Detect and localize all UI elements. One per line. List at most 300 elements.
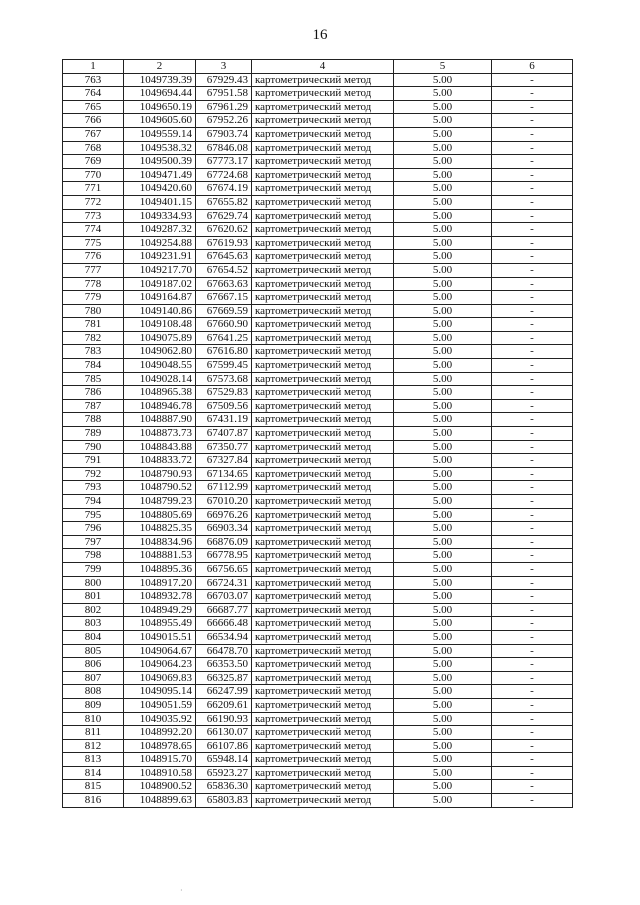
table-row: [63, 562, 573, 576]
point-number-cell: 806: [63, 658, 124, 672]
note-cell: -: [492, 576, 573, 590]
x-coordinate-cell: 1049471.49: [124, 168, 196, 182]
x-coordinate-cell: 1049140.86: [124, 304, 196, 318]
y-coordinate-cell: 66756.65: [196, 562, 252, 576]
accuracy-cell: 5.00: [394, 481, 492, 495]
note-cell: -: [492, 331, 573, 345]
point-number-cell: 812: [63, 739, 124, 753]
header-col-3: 3: [196, 60, 252, 74]
accuracy-cell: 5.00: [394, 739, 492, 753]
table-row: [63, 712, 573, 726]
accuracy-cell: 5.00: [394, 427, 492, 441]
y-coordinate-cell: 67616.80: [196, 345, 252, 359]
method-cell: картометрический метод: [252, 617, 394, 631]
method-cell: картометрический метод: [252, 481, 394, 495]
method-cell: картометрический метод: [252, 671, 394, 685]
table-row: [63, 182, 573, 196]
x-coordinate-cell: 1049051.59: [124, 698, 196, 712]
x-coordinate-cell: 1048799.23: [124, 495, 196, 509]
method-cell: картометрический метод: [252, 236, 394, 250]
table-row: [63, 304, 573, 318]
table-row: [63, 277, 573, 291]
x-coordinate-cell: 1048932.78: [124, 590, 196, 604]
note-cell: -: [492, 454, 573, 468]
accuracy-cell: 5.00: [394, 794, 492, 808]
note-cell: -: [492, 127, 573, 141]
point-number-cell: 783: [63, 345, 124, 359]
note-cell: -: [492, 87, 573, 101]
method-cell: картометрический метод: [252, 304, 394, 318]
table-row: [63, 250, 573, 264]
point-number-cell: 775: [63, 236, 124, 250]
note-cell: -: [492, 427, 573, 441]
note-cell: -: [492, 73, 573, 87]
x-coordinate-cell: 1048917.20: [124, 576, 196, 590]
note-cell: -: [492, 195, 573, 209]
note-cell: -: [492, 263, 573, 277]
method-cell: картометрический метод: [252, 413, 394, 427]
method-cell: картометрический метод: [252, 726, 394, 740]
y-coordinate-cell: 66687.77: [196, 603, 252, 617]
method-cell: картометрический метод: [252, 685, 394, 699]
accuracy-cell: 5.00: [394, 386, 492, 400]
note-cell: -: [492, 644, 573, 658]
scan-speck: ·: [180, 886, 183, 895]
point-number-cell: 791: [63, 454, 124, 468]
point-number-cell: 776: [63, 250, 124, 264]
method-cell: картометрический метод: [252, 250, 394, 264]
point-number-cell: 781: [63, 318, 124, 332]
method-cell: картометрический метод: [252, 399, 394, 413]
x-coordinate-cell: 1049064.67: [124, 644, 196, 658]
method-cell: картометрический метод: [252, 372, 394, 386]
table-row: [63, 127, 573, 141]
table-row: [63, 644, 573, 658]
point-number-cell: 808: [63, 685, 124, 699]
accuracy-cell: 5.00: [394, 331, 492, 345]
accuracy-cell: 5.00: [394, 753, 492, 767]
table-row: [63, 209, 573, 223]
table-row: [63, 87, 573, 101]
point-number-cell: 789: [63, 427, 124, 441]
x-coordinate-cell: 1049062.80: [124, 345, 196, 359]
note-cell: -: [492, 671, 573, 685]
note-cell: -: [492, 318, 573, 332]
accuracy-cell: 5.00: [394, 535, 492, 549]
note-cell: -: [492, 359, 573, 373]
method-cell: картометрический метод: [252, 168, 394, 182]
accuracy-cell: 5.00: [394, 590, 492, 604]
x-coordinate-cell: 1049217.70: [124, 263, 196, 277]
table-row: [63, 195, 573, 209]
table-row: [63, 590, 573, 604]
table-row: [63, 141, 573, 155]
x-coordinate-cell: 1049035.92: [124, 712, 196, 726]
x-coordinate-cell: 1048887.90: [124, 413, 196, 427]
table-row: [63, 780, 573, 794]
point-number-cell: 809: [63, 698, 124, 712]
note-cell: -: [492, 603, 573, 617]
table-row: [63, 413, 573, 427]
table-row: [63, 168, 573, 182]
note-cell: -: [492, 291, 573, 305]
note-cell: -: [492, 100, 573, 114]
accuracy-cell: 5.00: [394, 372, 492, 386]
method-cell: картометрический метод: [252, 590, 394, 604]
method-cell: картометрический метод: [252, 345, 394, 359]
table-row: [63, 739, 573, 753]
note-cell: -: [492, 250, 573, 264]
note-cell: -: [492, 794, 573, 808]
note-cell: -: [492, 698, 573, 712]
y-coordinate-cell: 67573.68: [196, 372, 252, 386]
y-coordinate-cell: 67655.82: [196, 195, 252, 209]
x-coordinate-cell: 1048946.78: [124, 399, 196, 413]
x-coordinate-cell: 1048825.35: [124, 522, 196, 536]
table-row: [63, 427, 573, 441]
note-cell: -: [492, 141, 573, 155]
note-cell: -: [492, 168, 573, 182]
table-row: [63, 794, 573, 808]
y-coordinate-cell: 67619.93: [196, 236, 252, 250]
method-cell: картометрический метод: [252, 73, 394, 87]
method-cell: картометрический метод: [252, 318, 394, 332]
y-coordinate-cell: 66325.87: [196, 671, 252, 685]
method-cell: картометрический метод: [252, 562, 394, 576]
y-coordinate-cell: 66666.48: [196, 617, 252, 631]
point-number-cell: 803: [63, 617, 124, 631]
y-coordinate-cell: 67599.45: [196, 359, 252, 373]
accuracy-cell: 5.00: [394, 359, 492, 373]
x-coordinate-cell: 1048895.36: [124, 562, 196, 576]
note-cell: -: [492, 386, 573, 400]
accuracy-cell: 5.00: [394, 236, 492, 250]
y-coordinate-cell: 67669.59: [196, 304, 252, 318]
y-coordinate-cell: 67929.43: [196, 73, 252, 87]
point-number-cell: 814: [63, 766, 124, 780]
table-header: [63, 60, 573, 74]
point-number-cell: 785: [63, 372, 124, 386]
accuracy-cell: 5.00: [394, 304, 492, 318]
y-coordinate-cell: 65803.83: [196, 794, 252, 808]
header-col-4: 4: [252, 60, 394, 74]
x-coordinate-cell: 1049538.32: [124, 141, 196, 155]
x-coordinate-cell: 1049559.14: [124, 127, 196, 141]
accuracy-cell: 5.00: [394, 250, 492, 264]
y-coordinate-cell: 67952.26: [196, 114, 252, 128]
accuracy-cell: 5.00: [394, 698, 492, 712]
accuracy-cell: 5.00: [394, 155, 492, 169]
method-cell: картометрический метод: [252, 114, 394, 128]
table-row: [63, 658, 573, 672]
x-coordinate-cell: 1049164.87: [124, 291, 196, 305]
y-coordinate-cell: 67641.25: [196, 331, 252, 345]
accuracy-cell: 5.00: [394, 467, 492, 481]
method-cell: картометрический метод: [252, 698, 394, 712]
y-coordinate-cell: 66903.34: [196, 522, 252, 536]
accuracy-cell: 5.00: [394, 263, 492, 277]
table-row: [63, 100, 573, 114]
note-cell: -: [492, 372, 573, 386]
note-cell: -: [492, 345, 573, 359]
note-cell: -: [492, 712, 573, 726]
method-cell: картометрический метод: [252, 780, 394, 794]
table-row: [63, 467, 573, 481]
point-number-cell: 798: [63, 549, 124, 563]
note-cell: -: [492, 481, 573, 495]
point-number-cell: 797: [63, 535, 124, 549]
note-cell: -: [492, 766, 573, 780]
x-coordinate-cell: 1048978.65: [124, 739, 196, 753]
x-coordinate-cell: 1049287.32: [124, 223, 196, 237]
method-cell: картометрический метод: [252, 141, 394, 155]
header-col-5: 5: [394, 60, 492, 74]
accuracy-cell: 5.00: [394, 576, 492, 590]
x-coordinate-cell: 1048965.38: [124, 386, 196, 400]
note-cell: -: [492, 495, 573, 509]
x-coordinate-cell: 1048955.49: [124, 617, 196, 631]
note-cell: -: [492, 590, 573, 604]
accuracy-cell: 5.00: [394, 73, 492, 87]
y-coordinate-cell: 67010.20: [196, 495, 252, 509]
point-number-cell: 810: [63, 712, 124, 726]
table-row: [63, 263, 573, 277]
y-coordinate-cell: 66534.94: [196, 630, 252, 644]
method-cell: картометрический метод: [252, 603, 394, 617]
point-number-cell: 792: [63, 467, 124, 481]
method-cell: картометрический метод: [252, 753, 394, 767]
table-row: [63, 440, 573, 454]
y-coordinate-cell: 67724.68: [196, 168, 252, 182]
y-coordinate-cell: 66778.95: [196, 549, 252, 563]
point-number-cell: 790: [63, 440, 124, 454]
point-number-cell: 787: [63, 399, 124, 413]
y-coordinate-cell: 67654.52: [196, 263, 252, 277]
point-number-cell: 807: [63, 671, 124, 685]
note-cell: -: [492, 155, 573, 169]
note-cell: -: [492, 630, 573, 644]
y-coordinate-cell: 65948.14: [196, 753, 252, 767]
method-cell: картометрический метод: [252, 576, 394, 590]
accuracy-cell: 5.00: [394, 168, 492, 182]
accuracy-cell: 5.00: [394, 318, 492, 332]
x-coordinate-cell: 1049254.88: [124, 236, 196, 250]
table-row: [63, 726, 573, 740]
note-cell: -: [492, 182, 573, 196]
point-number-cell: 784: [63, 359, 124, 373]
accuracy-cell: 5.00: [394, 685, 492, 699]
accuracy-cell: 5.00: [394, 100, 492, 114]
note-cell: -: [492, 209, 573, 223]
table-row: [63, 291, 573, 305]
x-coordinate-cell: 1049028.14: [124, 372, 196, 386]
x-coordinate-cell: 1048790.93: [124, 467, 196, 481]
y-coordinate-cell: 66724.31: [196, 576, 252, 590]
x-coordinate-cell: 1048843.88: [124, 440, 196, 454]
note-cell: -: [492, 753, 573, 767]
point-number-cell: 777: [63, 263, 124, 277]
table-row: [63, 236, 573, 250]
method-cell: картометрический метод: [252, 427, 394, 441]
y-coordinate-cell: 67667.15: [196, 291, 252, 305]
header-col-1: 1: [63, 60, 124, 74]
accuracy-cell: 5.00: [394, 345, 492, 359]
point-number-cell: 796: [63, 522, 124, 536]
method-cell: картометрический метод: [252, 263, 394, 277]
coordinates-table: [62, 59, 573, 808]
y-coordinate-cell: 67134.65: [196, 467, 252, 481]
accuracy-cell: 5.00: [394, 454, 492, 468]
point-number-cell: 788: [63, 413, 124, 427]
page-number: 16: [312, 27, 328, 43]
y-coordinate-cell: 66703.07: [196, 590, 252, 604]
point-number-cell: 763: [63, 73, 124, 87]
note-cell: -: [492, 780, 573, 794]
table-row: [63, 603, 573, 617]
table-body: [63, 73, 573, 807]
accuracy-cell: 5.00: [394, 603, 492, 617]
y-coordinate-cell: 67773.17: [196, 155, 252, 169]
method-cell: картометрический метод: [252, 658, 394, 672]
table-row: [63, 671, 573, 685]
point-number-cell: 778: [63, 277, 124, 291]
y-coordinate-cell: 66247.99: [196, 685, 252, 699]
method-cell: картометрический метод: [252, 155, 394, 169]
method-cell: картометрический метод: [252, 630, 394, 644]
method-cell: картометрический метод: [252, 223, 394, 237]
note-cell: -: [492, 304, 573, 318]
table-row: [63, 508, 573, 522]
method-cell: картометрический метод: [252, 794, 394, 808]
x-coordinate-cell: 1049095.14: [124, 685, 196, 699]
note-cell: -: [492, 535, 573, 549]
table-row: [63, 576, 573, 590]
accuracy-cell: 5.00: [394, 114, 492, 128]
accuracy-cell: 5.00: [394, 549, 492, 563]
y-coordinate-cell: 65923.27: [196, 766, 252, 780]
table-row: [63, 223, 573, 237]
y-coordinate-cell: 66209.61: [196, 698, 252, 712]
method-cell: картометрический метод: [252, 209, 394, 223]
y-coordinate-cell: 66107.86: [196, 739, 252, 753]
x-coordinate-cell: 1049420.60: [124, 182, 196, 196]
x-coordinate-cell: 1049075.89: [124, 331, 196, 345]
y-coordinate-cell: 66876.09: [196, 535, 252, 549]
accuracy-cell: 5.00: [394, 399, 492, 413]
accuracy-cell: 5.00: [394, 617, 492, 631]
x-coordinate-cell: 1048790.52: [124, 481, 196, 495]
point-number-cell: 782: [63, 331, 124, 345]
point-number-cell: 794: [63, 495, 124, 509]
method-cell: картометрический метод: [252, 291, 394, 305]
method-cell: картометрический метод: [252, 359, 394, 373]
table-row: [63, 617, 573, 631]
x-coordinate-cell: 1048833.72: [124, 454, 196, 468]
note-cell: -: [492, 522, 573, 536]
method-cell: картометрический метод: [252, 331, 394, 345]
header-col-2: 2: [124, 60, 196, 74]
x-coordinate-cell: 1049605.60: [124, 114, 196, 128]
note-cell: -: [492, 223, 573, 237]
x-coordinate-cell: 1049334.93: [124, 209, 196, 223]
point-number-cell: 779: [63, 291, 124, 305]
table-row: [63, 685, 573, 699]
note-cell: -: [492, 399, 573, 413]
x-coordinate-cell: 1048899.63: [124, 794, 196, 808]
x-coordinate-cell: 1048873.73: [124, 427, 196, 441]
point-number-cell: 813: [63, 753, 124, 767]
accuracy-cell: 5.00: [394, 87, 492, 101]
point-number-cell: 766: [63, 114, 124, 128]
accuracy-cell: 5.00: [394, 766, 492, 780]
y-coordinate-cell: 67951.58: [196, 87, 252, 101]
method-cell: картометрический метод: [252, 467, 394, 481]
method-cell: картометрический метод: [252, 277, 394, 291]
point-number-cell: 793: [63, 481, 124, 495]
table-row: [63, 630, 573, 644]
note-cell: -: [492, 658, 573, 672]
note-cell: -: [492, 617, 573, 631]
accuracy-cell: 5.00: [394, 182, 492, 196]
note-cell: -: [492, 549, 573, 563]
accuracy-cell: 5.00: [394, 726, 492, 740]
point-number-cell: 811: [63, 726, 124, 740]
y-coordinate-cell: 67350.77: [196, 440, 252, 454]
method-cell: картометрический метод: [252, 644, 394, 658]
y-coordinate-cell: 67663.63: [196, 277, 252, 291]
x-coordinate-cell: 1049694.44: [124, 87, 196, 101]
x-coordinate-cell: 1049069.83: [124, 671, 196, 685]
x-coordinate-cell: 1049048.55: [124, 359, 196, 373]
accuracy-cell: 5.00: [394, 780, 492, 794]
point-number-cell: 786: [63, 386, 124, 400]
table-row: [63, 549, 573, 563]
note-cell: -: [492, 562, 573, 576]
y-coordinate-cell: 67674.19: [196, 182, 252, 196]
point-number-cell: 805: [63, 644, 124, 658]
table-row: [63, 399, 573, 413]
note-cell: -: [492, 114, 573, 128]
table-row: [63, 698, 573, 712]
note-cell: -: [492, 726, 573, 740]
x-coordinate-cell: 1049500.39: [124, 155, 196, 169]
y-coordinate-cell: 67529.83: [196, 386, 252, 400]
y-coordinate-cell: 67961.29: [196, 100, 252, 114]
y-coordinate-cell: 67112.99: [196, 481, 252, 495]
note-cell: -: [492, 739, 573, 753]
x-coordinate-cell: 1048949.29: [124, 603, 196, 617]
x-coordinate-cell: 1048910.58: [124, 766, 196, 780]
table-row: [63, 345, 573, 359]
method-cell: картометрический метод: [252, 739, 394, 753]
point-number-cell: 765: [63, 100, 124, 114]
accuracy-cell: 5.00: [394, 413, 492, 427]
point-number-cell: 771: [63, 182, 124, 196]
method-cell: картометрический метод: [252, 522, 394, 536]
accuracy-cell: 5.00: [394, 223, 492, 237]
x-coordinate-cell: 1048834.96: [124, 535, 196, 549]
x-coordinate-cell: 1049650.19: [124, 100, 196, 114]
table-row: [63, 766, 573, 780]
y-coordinate-cell: 67509.56: [196, 399, 252, 413]
table-row: [63, 73, 573, 87]
method-cell: картометрический метод: [252, 386, 394, 400]
accuracy-cell: 5.00: [394, 495, 492, 509]
point-number-cell: 764: [63, 87, 124, 101]
table-row: [63, 155, 573, 169]
accuracy-cell: 5.00: [394, 562, 492, 576]
y-coordinate-cell: 67660.90: [196, 318, 252, 332]
